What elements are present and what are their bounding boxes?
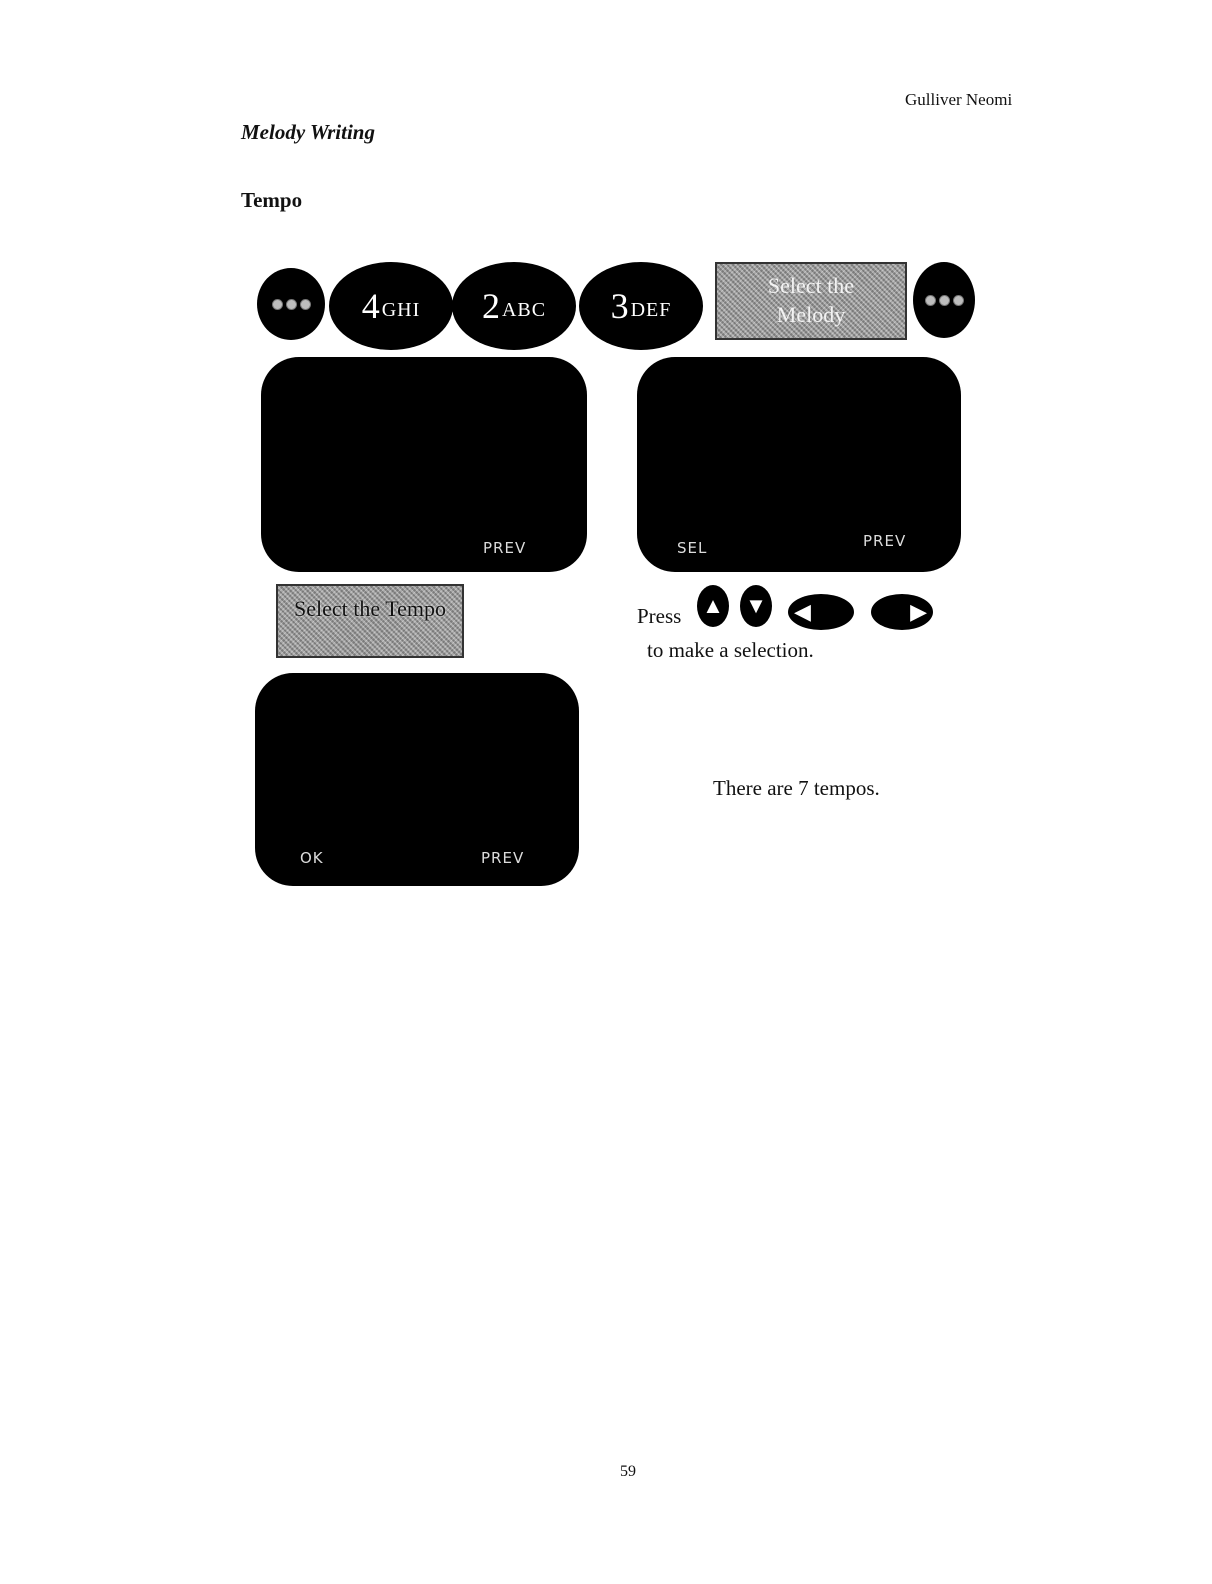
key-2-abc [452, 262, 576, 350]
phone-screen-3 [255, 673, 579, 886]
dot-icon [300, 299, 311, 310]
author-name: Gulliver Neomi [905, 90, 1013, 109]
up-arrow-icon: ▲ [702, 593, 724, 618]
phone-screen-1 [261, 357, 587, 572]
softkey-sel: SEL [677, 539, 708, 557]
tempo-count-note: There are 7 tempos. [713, 776, 880, 800]
softkey-prev: PREV [863, 532, 907, 550]
dot-icon [272, 299, 283, 310]
subsection-title: Tempo [241, 188, 303, 212]
section-title: Melody Writing [241, 120, 375, 144]
softkey-prev: PREV [481, 849, 525, 867]
dot-icon [286, 299, 297, 310]
key-digit: 2 [481, 286, 500, 326]
phone-screen-2 [637, 357, 961, 572]
select-melody-line1: Select the [767, 273, 855, 299]
key-letters: DEF [630, 298, 672, 321]
softkey-prev: PREV [483, 539, 527, 557]
select-tempo-text: Select the Tempo [293, 596, 446, 621]
select-tempo-label [276, 584, 464, 658]
selection-instruction: to make a selection. [647, 638, 814, 662]
dot-icon [953, 295, 964, 306]
up-arrow-key [697, 585, 729, 627]
dot-icon [925, 295, 936, 306]
right-arrow-icon: ▶ [910, 599, 927, 624]
key-4-ghi [329, 262, 453, 350]
key-digit: 3 [610, 286, 629, 326]
key-digit: 4 [361, 286, 380, 326]
page-number: 59 [620, 1463, 636, 1480]
menu-key-right [913, 262, 975, 338]
press-label: Press [637, 604, 682, 628]
left-arrow-icon: ◀ [794, 599, 811, 624]
down-arrow-icon: ▼ [745, 593, 767, 618]
key-3-def [579, 262, 703, 350]
key-letters: GHI [381, 298, 421, 321]
left-arrow-key [788, 594, 854, 630]
select-melody-label [715, 262, 907, 340]
dot-icon [939, 295, 950, 306]
menu-key-left [257, 268, 325, 340]
softkey-ok: OK [300, 849, 324, 867]
key-letters: ABC [501, 298, 547, 321]
right-arrow-key [871, 594, 933, 630]
down-arrow-key [740, 585, 772, 627]
select-melody-line2: Melody [776, 302, 846, 327]
